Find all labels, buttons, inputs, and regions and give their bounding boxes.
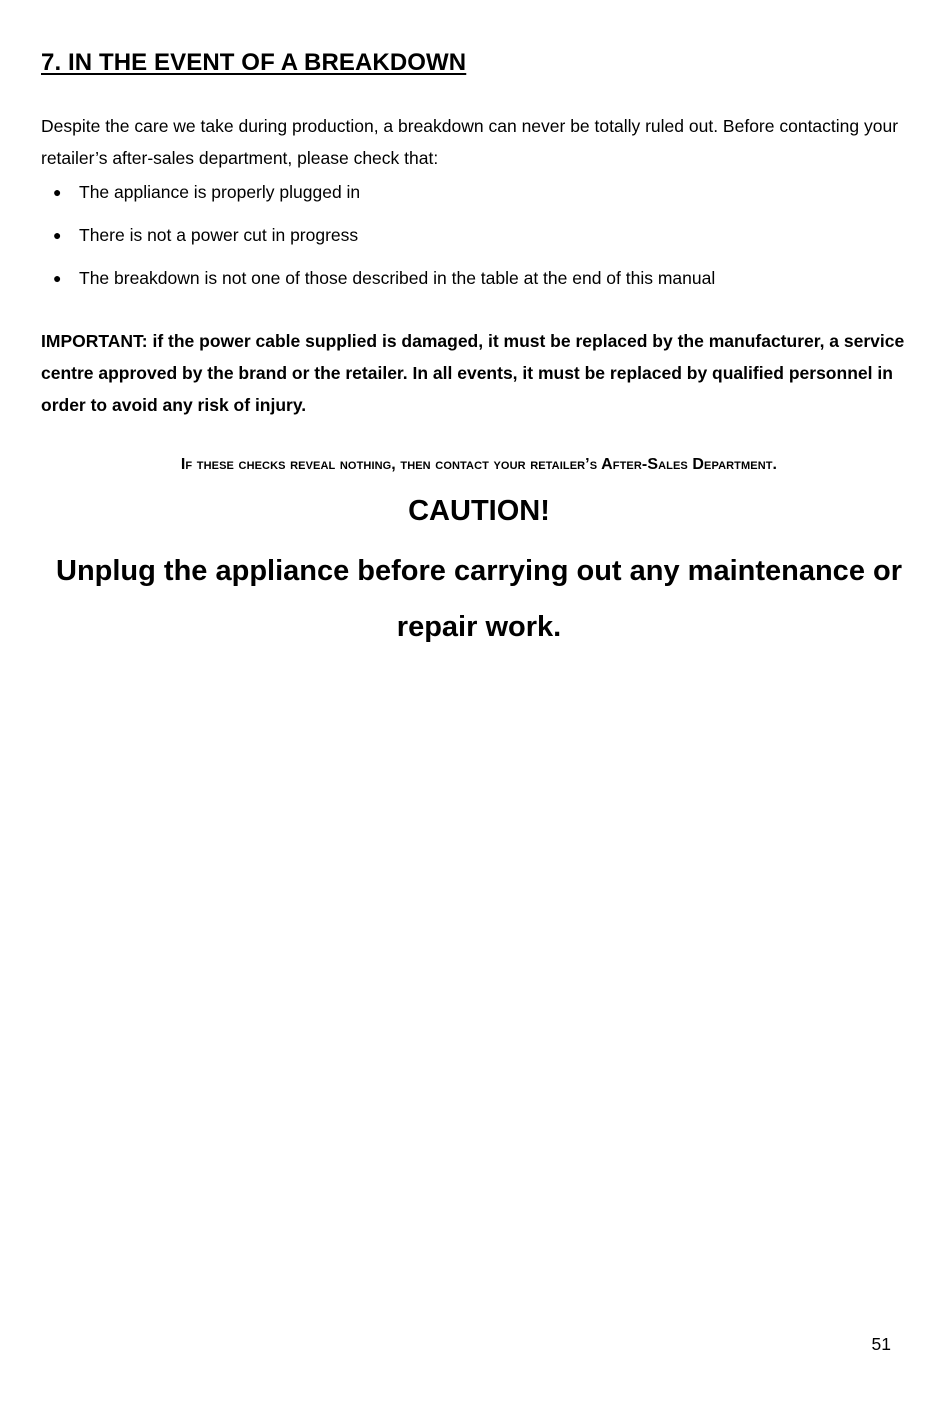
- check-list: [41, 176, 911, 305]
- bullet-icon: ●: [53, 227, 62, 243]
- list-item: [41, 219, 911, 262]
- bullet-icon: ●: [53, 184, 62, 200]
- list-item-text: The breakdown is not one of those described in the table at the end of this manual: [79, 268, 716, 288]
- intro-paragraph: Despite the care we take during production, a breakdown can never be totally ruled out. Before contacting your retailer’s after-sales department, please check that:: [41, 116, 899, 168]
- caution-message: Unplug the appliance before carrying out any maintenance or repair work.: [56, 555, 902, 643]
- list-item: [41, 176, 911, 219]
- list-item-text: There is not a power cut in progress: [79, 225, 359, 245]
- list-item-text: The appliance is properly plugged in: [79, 182, 361, 202]
- bullet-icon: ●: [53, 270, 62, 286]
- list-item: [41, 262, 911, 305]
- contact-note: If these checks reveal nothing, then contact your retailer’s After-Sales Department.: [180, 456, 778, 473]
- caution-title: CAUTION!: [408, 495, 550, 527]
- page-number: 51: [871, 1334, 891, 1354]
- important-notice: IMPORTANT: if the power cable supplied is damaged, it must be replaced by the manufacturer, a service centre approved by the brand or the retailer. In all events, it must be replaced by qualified personnel in order to avoid any risk of injury.: [41, 331, 905, 415]
- section-heading: 7. IN THE EVENT OF A BREAKDOWN: [41, 49, 467, 76]
